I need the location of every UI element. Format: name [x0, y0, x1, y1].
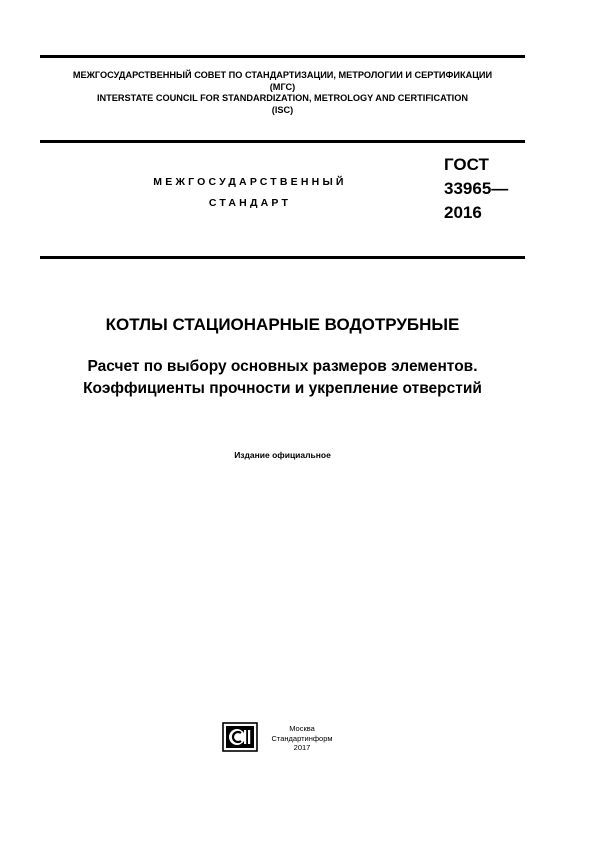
standartinform-logo-icon — [222, 722, 258, 752]
bottom-rule — [40, 256, 525, 259]
standard-type-line2: СТАНДАРТ — [208, 197, 292, 209]
standard-designation — [444, 153, 508, 225]
publisher-name: Стандартинформ — [271, 733, 333, 743]
publisher-city: Москва — [289, 724, 315, 733]
council-name-en: INTERSTATE COUNCIL FOR STANDARDIZATION, METROLOGY AND CERTIFICATION — [96, 93, 469, 103]
council-abbr-en: (ISC) — [271, 104, 294, 115]
subtitle-line2: Коэффициенты прочности и укрепление отверстий — [83, 380, 482, 397]
designation-prefix: ГОСТ — [444, 155, 489, 174]
document-subtitle — [40, 356, 525, 400]
standard-type-line1: МЕЖГОСУДАРСТВЕННЫЙ — [153, 176, 347, 188]
publisher-info — [262, 724, 342, 753]
publisher-year: 2017 — [293, 743, 311, 752]
middle-rule — [40, 140, 525, 143]
council-name-ru: МЕЖГОСУДАРСТВЕННЫЙ СОВЕТ ПО СТАНДАРТИЗАЦИИ, МЕТРОЛОГИИ И СЕРТИФИКАЦИИ — [72, 70, 493, 80]
subtitle-line1: Расчет по выбору основных размеров элементов. — [87, 358, 478, 375]
designation-year: 2016 — [444, 203, 482, 222]
standard-type — [70, 172, 430, 214]
edition-note: Издание официальное — [234, 450, 331, 460]
designation-number: 33965— — [444, 179, 509, 198]
council-header — [40, 70, 525, 116]
top-rule — [40, 55, 525, 58]
document-title: КОТЛЫ СТАЦИОНАРНЫЕ ВОДОТРУБНЫЕ — [105, 315, 460, 334]
council-abbr-ru: (МГС) — [269, 81, 296, 92]
